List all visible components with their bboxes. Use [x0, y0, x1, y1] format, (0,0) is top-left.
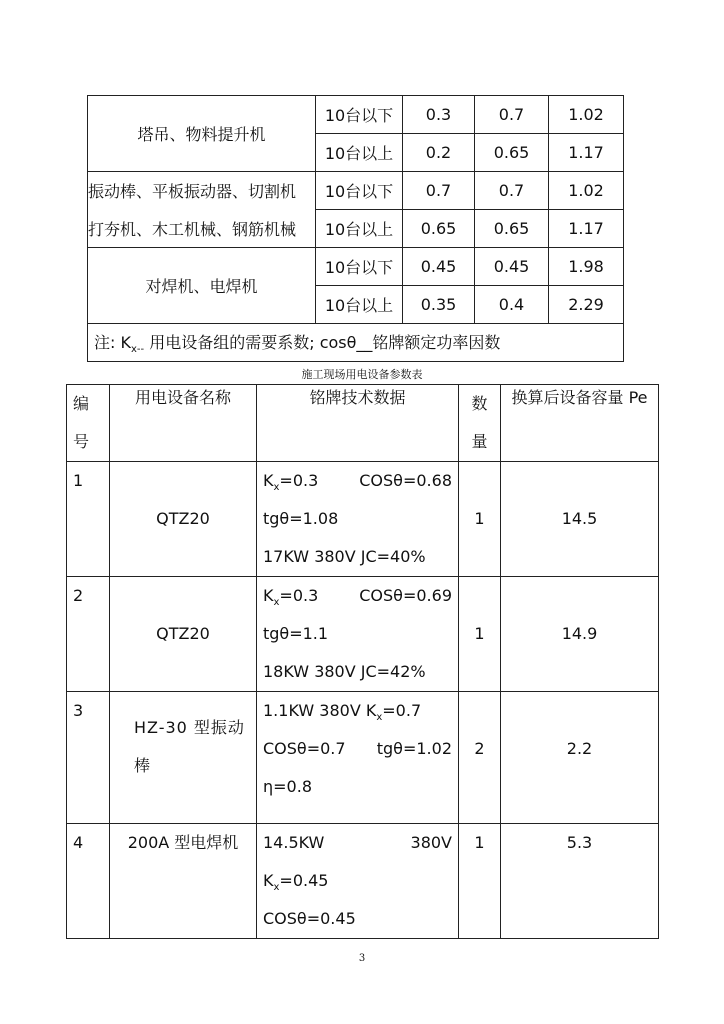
row-pe: 14.9 [501, 577, 659, 692]
kx-cell: 0.7 [403, 172, 475, 210]
cos-cell: 0.7 [475, 172, 549, 210]
tg-cell: 1.02 [549, 96, 624, 134]
cos-cell: 0.45 [475, 248, 549, 286]
tg-cell: 1.98 [549, 248, 624, 286]
group-name-welder: 对焊机、电焊机 [88, 248, 316, 324]
table-row [67, 462, 659, 577]
row-no: 2 [67, 577, 110, 692]
row-name: 200A 型电焊机 [110, 824, 257, 939]
range-cell: 10台以下 [316, 248, 403, 286]
kx-cell: 0.2 [403, 134, 475, 172]
group-name-vibrator-line-2: 打夯机、木工机械、钢筋机械 [88, 210, 316, 248]
row-qty: 2 [459, 692, 501, 824]
row-pe: 14.5 [501, 462, 659, 577]
row-qty: 1 [459, 462, 501, 577]
demand-coefficient-table [87, 95, 624, 362]
table-row [67, 824, 659, 939]
header-qty: 数 量 [459, 385, 501, 462]
tg-cell: 1.02 [549, 172, 624, 210]
kx-cell: 0.45 [403, 248, 475, 286]
row-no: 3 [67, 692, 110, 824]
row-no: 1 [67, 462, 110, 577]
tg-cell: 1.17 [549, 210, 624, 248]
row-qty: 1 [459, 824, 501, 939]
row-data: $K_x=0.3$ COSθ=0.69 tgθ=1.1 18KW 380V JC=42% [257, 577, 459, 692]
row-name: HZ-30 型振动棒 [110, 692, 257, 824]
row-pe: 5.3 [501, 824, 659, 939]
row-name: QTZ20 [110, 577, 257, 692]
group-name-tower-crane: 塔吊、物料提升机 [88, 96, 316, 172]
tg-cell: 1.17 [549, 134, 624, 172]
row-name: QTZ20 [110, 462, 257, 577]
range-cell: 10台以下 [316, 96, 403, 134]
kx-cell: 0.65 [403, 210, 475, 248]
kx-cell: 0.35 [403, 286, 475, 324]
cos-cell: 0.4 [475, 286, 549, 324]
cos-cell: 0.65 [475, 210, 549, 248]
row-pe: 2.2 [501, 692, 659, 824]
group-name-vibrator-line-1: 振动棒、平板振动器、切割机 [88, 172, 316, 210]
cos-cell: 0.65 [475, 134, 549, 172]
range-cell: 10台以上 [316, 134, 403, 172]
row-data: 1.1KW 380V $K_x=0.7$ COSθ=0.7 tgθ=1.02 η=0.8 [257, 692, 459, 824]
table-note: 注: $K_{x--}$ 用电设备组的需要系数; cosθ__铭牌额定功率因数 [88, 324, 624, 362]
header-pe: 换算后设备容量 Pe [501, 385, 659, 462]
kx-cell: 0.3 [403, 96, 475, 134]
header-no: 编 号 [67, 385, 110, 462]
cos-cell: 0.7 [475, 96, 549, 134]
header-data: 铭牌技术数据 [257, 385, 459, 462]
row-qty: 1 [459, 577, 501, 692]
range-cell: 10台以上 [316, 210, 403, 248]
row-data: $K_x=0.3$ COSθ=0.68 tgθ=1.08 17KW 380V JC=40% [257, 462, 459, 577]
range-cell: 10台以下 [316, 172, 403, 210]
equipment-parameter-table [66, 384, 659, 939]
row-no: 4 [67, 824, 110, 939]
table-caption: 施工现场用电设备参数表 [301, 368, 423, 381]
range-cell: 10台以上 [316, 286, 403, 324]
tg-cell: 2.29 [549, 286, 624, 324]
header-name: 用电设备名称 [110, 385, 257, 462]
table-row [67, 577, 659, 692]
table-row [67, 692, 659, 824]
row-data: 14.5KW 380V $K_x=0.45$ COSθ=0.45 [257, 824, 459, 939]
page-number: 3 [358, 953, 366, 964]
